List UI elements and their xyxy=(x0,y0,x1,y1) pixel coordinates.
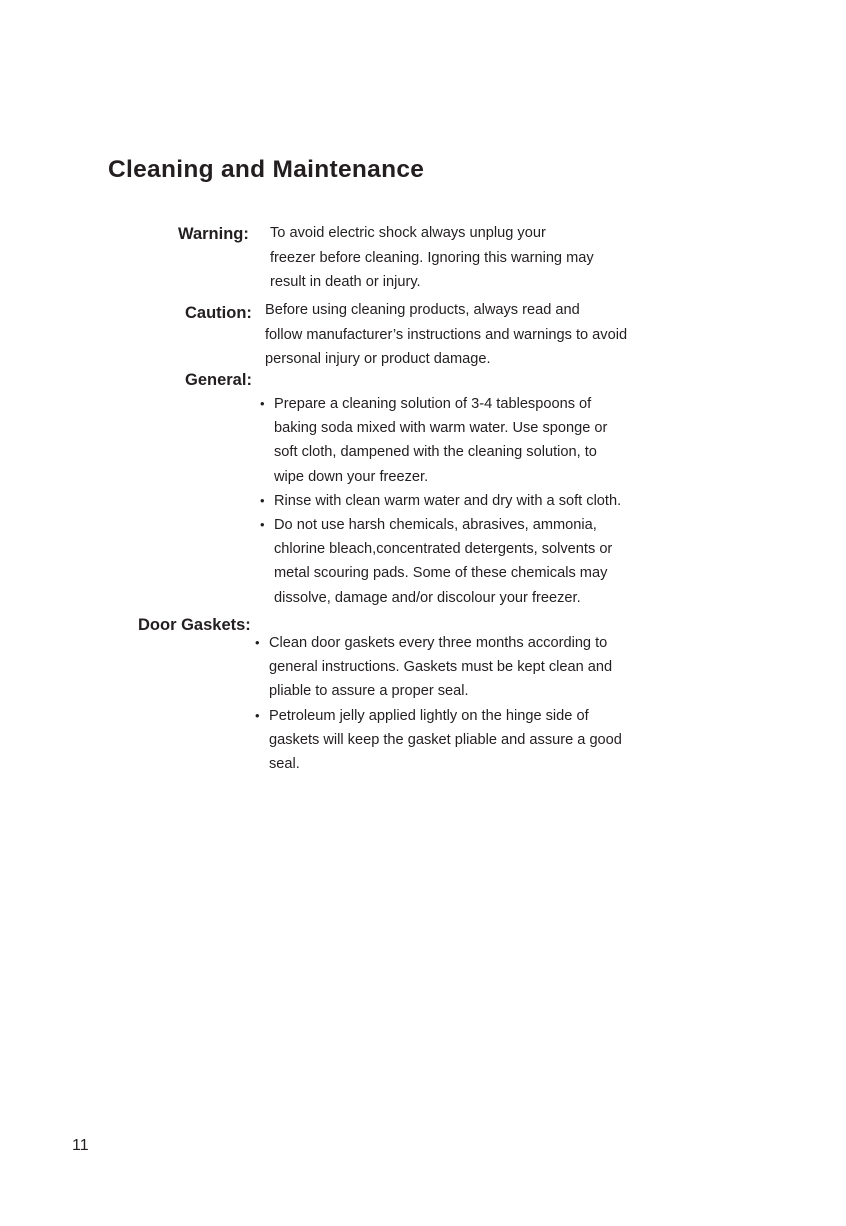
bullet-icon: • xyxy=(260,396,265,411)
list-item-line: soft cloth, dampened with the cleaning solution, to xyxy=(274,444,597,461)
caution-text xyxy=(265,298,627,372)
list-item-line: chlorine bleach,concentrated detergents, solvents or xyxy=(274,541,613,558)
warning-line: freezer before cleaning. Ignoring this warning may xyxy=(270,249,594,266)
bullet-icon: • xyxy=(260,492,265,508)
list-item-line: Clean door gaskets every three months according to xyxy=(269,635,608,651)
warning-line: To avoid electric shock always unplug your xyxy=(270,225,546,241)
caution-line: follow manufacturer’s instructions and warnings to avoid xyxy=(265,326,628,343)
caution-line: personal injury or product damage. xyxy=(265,351,491,367)
list-item-line: gaskets will keep the gasket pliable and assure a good xyxy=(269,731,622,748)
caution-line: Before using cleaning products, always read and xyxy=(265,302,580,318)
general-label: General: xyxy=(185,371,252,389)
list-item xyxy=(260,489,621,513)
list-item-line: baking soda mixed with warm water. Use sponge or xyxy=(274,420,608,437)
list-item xyxy=(255,631,622,704)
door-gaskets-label: Door Gaskets: xyxy=(138,616,251,634)
list-item xyxy=(260,513,621,610)
list-item-line: Petroleum jelly applied lightly on the hinge side of xyxy=(269,707,589,724)
list-item-line: dissolve, damage and/or discolour your freezer. xyxy=(274,589,581,606)
warning-line: result in death or injury. xyxy=(270,274,421,290)
list-item-line: seal. xyxy=(269,756,300,773)
list-item-line: Do not use harsh chemicals, abrasives, ammonia, xyxy=(274,517,597,534)
caution-label: Caution: xyxy=(185,304,252,322)
bullet-icon: • xyxy=(260,517,265,533)
list-item xyxy=(255,704,622,777)
bullet-icon: • xyxy=(255,707,260,723)
door-gaskets-list xyxy=(255,631,622,776)
list-item-line: pliable to assure a proper seal. xyxy=(269,683,469,700)
bullet-icon: • xyxy=(255,635,260,650)
general-list xyxy=(260,392,621,610)
list-item-line: Rinse with clean warm water and dry with a soft cloth. xyxy=(274,492,622,509)
page-number: 11 xyxy=(72,1137,89,1154)
warning-text xyxy=(270,221,594,295)
list-item xyxy=(260,392,621,489)
list-item-line: metal scouring pads. Some of these chemicals may xyxy=(274,565,608,582)
list-item-line: general instructions. Gaskets must be kept clean and xyxy=(269,659,613,676)
list-item-line: Prepare a cleaning solution of 3-4 tablespoons of xyxy=(274,396,592,412)
warning-label: Warning: xyxy=(178,225,249,243)
list-item-line: wipe down your freezer. xyxy=(274,468,429,485)
page-title: Cleaning and Maintenance xyxy=(108,156,425,183)
